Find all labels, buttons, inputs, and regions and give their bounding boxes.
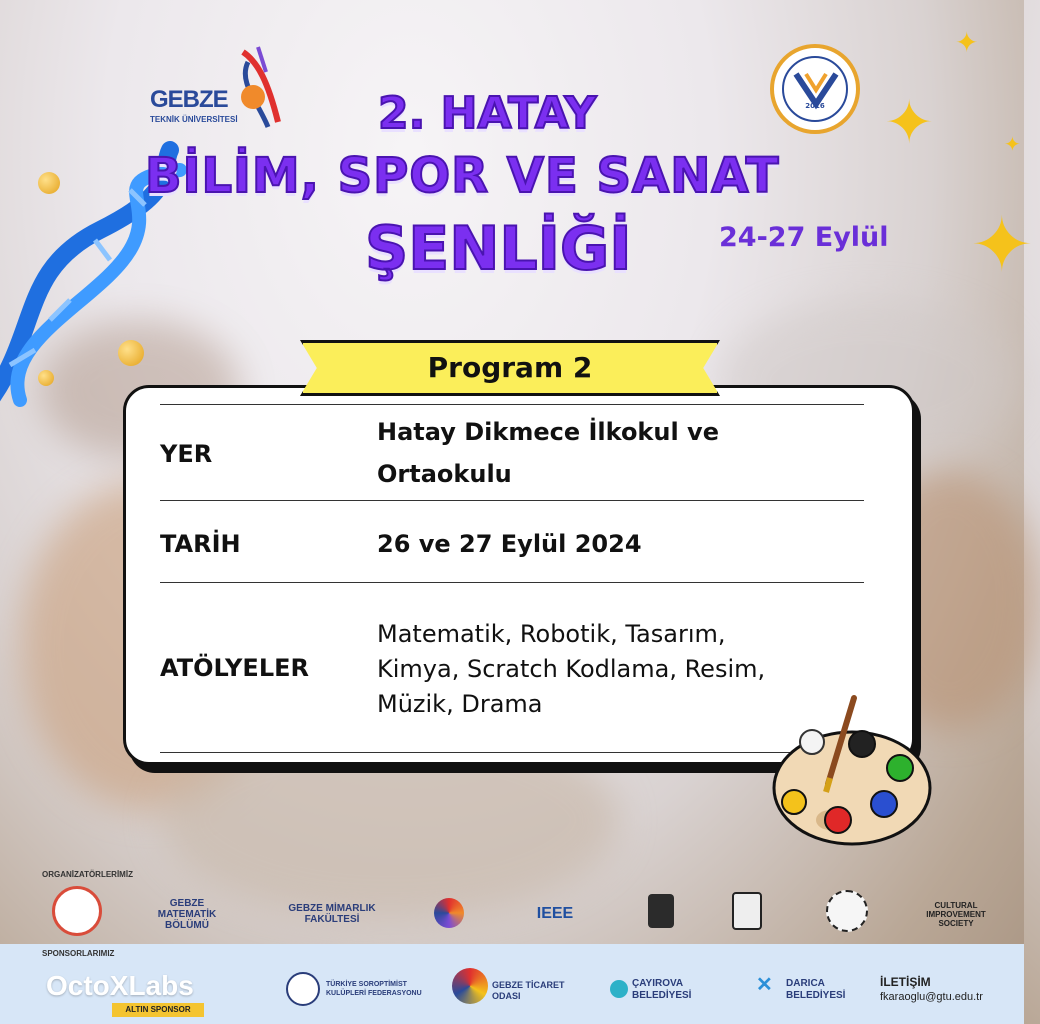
gold-dot-icon [118, 340, 144, 366]
star-icon: ✦ [955, 26, 979, 59]
star-icon: ✦ [884, 88, 935, 158]
row-value-tarih: 26 ve 27 Eylül 2024 [377, 530, 642, 558]
organizer-logo [52, 886, 102, 936]
octoxlabs-logo: OctoXLabs [46, 970, 194, 1001]
paint-palette-icon [770, 692, 940, 852]
organizer-logo [826, 890, 868, 932]
title-line-1: 2. HATAY [378, 88, 597, 139]
row-label-atolyeler: ATÖLYELER [160, 654, 309, 682]
university-name: GEBZE [150, 86, 228, 113]
foundation-seal-logo [770, 44, 860, 134]
row-value-atolyeler-2: Kimya, Scratch Kodlama, Resim, [377, 655, 766, 683]
organizer-matematik: GEBZE MATEMATİK BÖLÜMÜ [157, 897, 217, 931]
contact-email: fkaraoglu@gtu.edu.tr [880, 991, 983, 1003]
organizer-logo [732, 892, 762, 930]
soroptimist-logo [286, 972, 320, 1006]
cayirova-logo [610, 980, 628, 998]
sponsors-label: SPONSORLARIMIZ [42, 949, 115, 958]
organizer-ieee: IEEE [536, 905, 574, 922]
organizers-label: ORGANİZATÖRLERİMİZ [42, 870, 133, 879]
row-divider [160, 752, 864, 753]
event-dates: 24-27 Eylül [719, 222, 889, 253]
row-divider [160, 500, 864, 501]
darica-x-icon: ✕ [756, 974, 773, 996]
seal-year: 2016 [805, 102, 825, 110]
gold-dot-icon [38, 370, 54, 386]
sponsor-soroptimist: TÜRKİYE SOROPTİMİST KULÜPLERİ FEDERASYONU [326, 981, 422, 997]
row-label-tarih: TARİH [160, 530, 241, 558]
gebze-ticaret-logo [452, 968, 488, 1004]
gold-sponsor-badge: ALTIN SPONSOR [112, 1003, 204, 1017]
sponsor-cayirova: ÇAYIROVA BELEDİYESİ [632, 978, 692, 1001]
row-value-yer-2: Ortaokulu [377, 460, 512, 488]
row-divider [160, 404, 864, 405]
row-label-yer: YER [160, 440, 213, 468]
university-subtitle: TEKNİK ÜNİVERSİTESİ [150, 115, 238, 124]
contact-label: İLETİŞİM [880, 975, 931, 989]
organizer-mimarlik: GEBZE MİMARLIK FAKÜLTESİ [288, 903, 376, 925]
star-icon: ✦ [970, 200, 1034, 289]
row-value-atolyeler-3: Müzik, Drama [377, 690, 543, 718]
organizer-logo [434, 898, 464, 928]
star-icon: ✦ [1004, 132, 1021, 156]
gold-dot-icon [38, 172, 60, 194]
title-line-2: BİLİM, SPOR VE SANAT [145, 148, 780, 204]
organizer-logo [648, 894, 674, 928]
row-value-yer-1: Hatay Dikmece İlkokul ve [377, 418, 719, 446]
organizer-cultural: CULTURAL IMPROVEMENT SOCIETY [926, 900, 986, 928]
row-divider [160, 582, 864, 583]
row-value-atolyeler-1: Matematik, Robotik, Tasarım, [377, 620, 726, 648]
sponsor-gebze-ticaret: GEBZE TİCARET ODASI [492, 980, 565, 1001]
title-line-3: ŞENLİĞİ [365, 214, 632, 284]
program-label: Program 2 [427, 351, 593, 384]
sponsor-darica: DARICA BELEDİYESİ [786, 978, 846, 1001]
